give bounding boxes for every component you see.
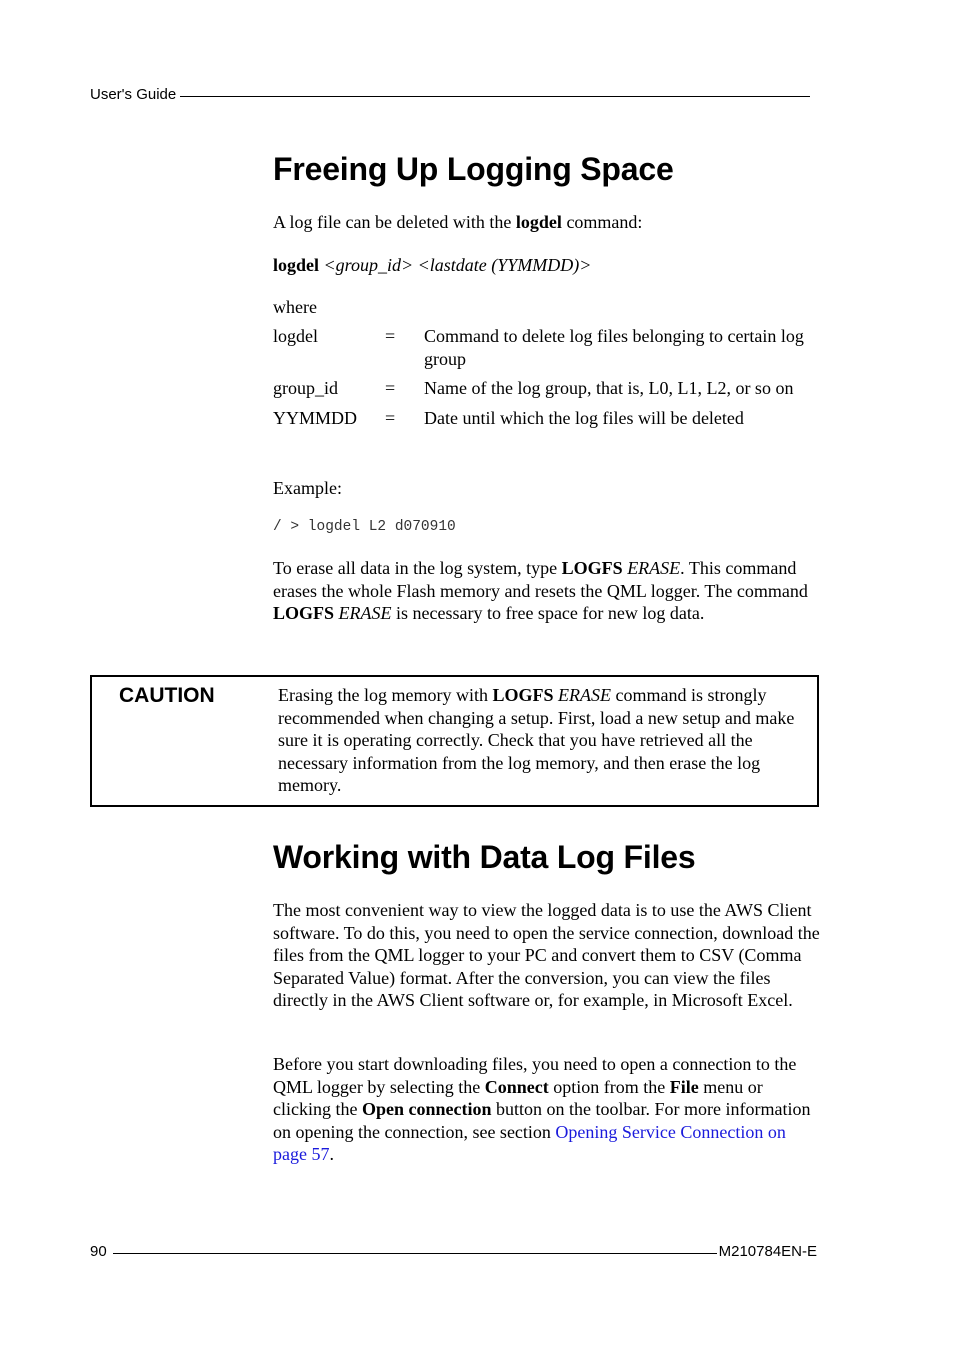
section-title-data-log-files: Working with Data Log Files: [273, 839, 696, 875]
logdel-command: logdel: [515, 212, 562, 232]
intro-paragraph: A log file can be deleted with the logdel command:: [273, 212, 643, 232]
definition-row: group_id = Name of the log group, that is, L0, L1, L2, or so on: [273, 378, 794, 398]
cross-reference-link[interactable]: Opening Service Connection on page 57: [273, 1121, 786, 1164]
definition-table: [273, 325, 823, 429]
caution-text: Erasing the log memory with LOGFS ERASE command is strongly recommended when changing a setup. First, load a new setup and make sure it is operating correctly. Check that you have retrieved all the necessary information from the log memory, and then erase the log memory.: [278, 685, 795, 795]
caution-box: [90, 675, 819, 807]
caution-label: CAUTION: [119, 684, 215, 707]
example-label: Example:: [273, 478, 342, 498]
erase-paragraph: To erase all data in the log system, type LOGFS ERASE. This command erases the whole Flash memory and resets the QML logger. The command LOGFS ERASE is necessary to free space for new log data.: [273, 558, 808, 623]
convenience-paragraph: The most convenient way to view the logged data is to use the AWS Client software. To do this, you need to open the service connection, download the files from the QML logger to your PC and convert them to CSV (Comma Separated Value) format. After the conversion, you can view the files directly in the AWS Client software or, for example, in Microsoft Excel.: [273, 900, 820, 1010]
example-code: / > logdel L2 d070910: [273, 519, 456, 535]
running-title: User's Guide: [90, 86, 177, 103]
definition-row: YYMMDD = Date until which the log files will be deleted: [273, 407, 744, 428]
download-paragraph: Before you start downloading files, you need to open a connection to the QML logger by selecting the Connect option from the File menu or clicking the Open connection button on the toolbar. For more information on opening the connection, see section Opening Service Connection on page 57.: [273, 1054, 811, 1164]
definition-row: logdel = Command to delete log files belonging to certain log group: [273, 326, 804, 369]
running-header: [90, 86, 810, 103]
syntax-args: <group_id> <lastdate (YYMMDD)>: [319, 255, 592, 275]
where-label: where: [273, 297, 317, 317]
header-rule: [180, 96, 810, 97]
syntax-line: logdel <group_id> <lastdate (YYMMDD)>: [273, 255, 592, 275]
document-code: M210784EN-E: [718, 1243, 817, 1260]
footer-rule: [113, 1253, 717, 1254]
section-title-freeing-space: Freeing Up Logging Space: [273, 151, 674, 187]
page-number: 90: [90, 1243, 107, 1260]
page-footer: [90, 1243, 817, 1260]
